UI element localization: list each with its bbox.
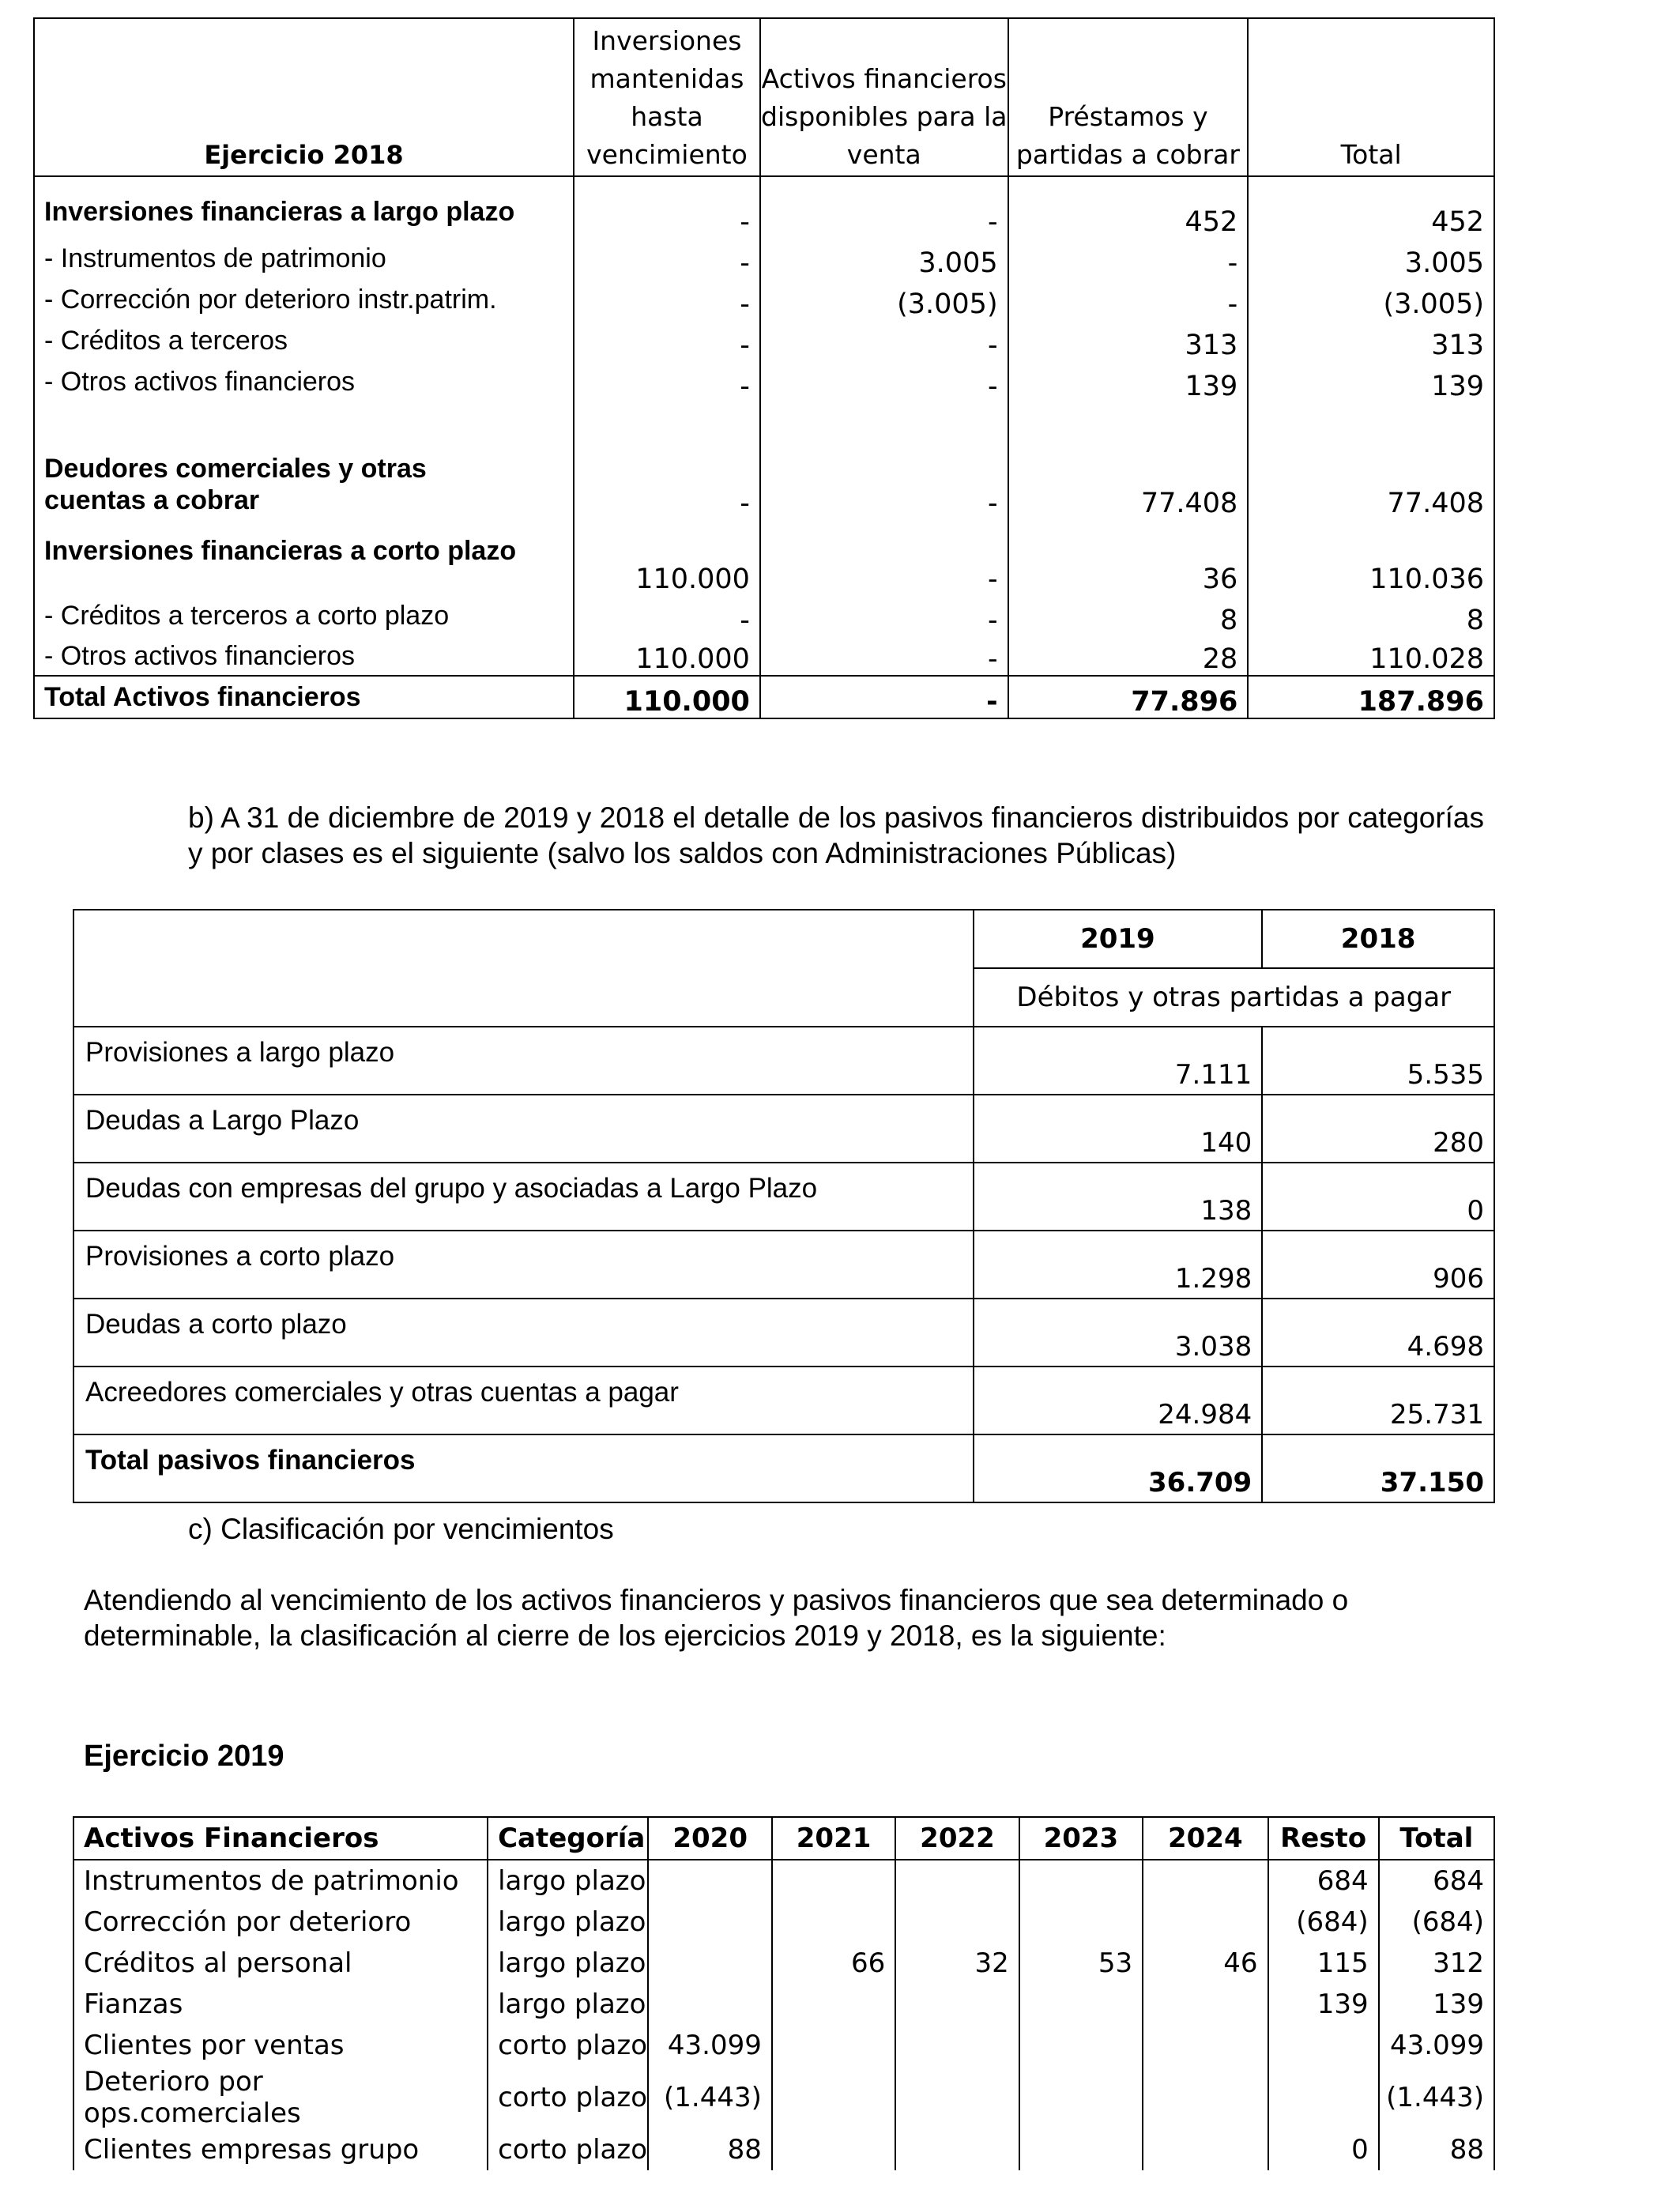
table-row xyxy=(34,176,1494,238)
cell xyxy=(1019,2129,1143,2170)
header-col: Activos Financieros xyxy=(73,1817,488,1860)
cell xyxy=(895,2066,1019,2129)
table-row xyxy=(73,2066,1494,2129)
table-row xyxy=(73,1231,1494,1299)
cell: (1.443) xyxy=(648,2066,771,2129)
table-row xyxy=(34,595,1494,636)
total-row xyxy=(73,1434,1494,1502)
header-col: 2020 xyxy=(648,1817,771,1860)
cell xyxy=(895,1902,1019,1943)
row-label: Inversiones financieras a corto plazo xyxy=(34,519,574,595)
cell: 43.099 xyxy=(1379,2025,1494,2066)
cell: 24.984 xyxy=(974,1367,1263,1434)
cell xyxy=(772,2025,895,2066)
table-header-row xyxy=(73,910,1494,968)
cell xyxy=(1019,1984,1143,2025)
cell: 452 xyxy=(1008,176,1249,238)
cell: - xyxy=(760,402,1008,519)
row-category: corto plazo xyxy=(488,2129,648,2170)
table-row xyxy=(34,238,1494,279)
cell: 1.298 xyxy=(974,1231,1263,1299)
table-row xyxy=(34,402,1494,519)
cell: (1.443) xyxy=(1379,2066,1494,2129)
total-label: Total pasivos financieros xyxy=(73,1434,974,1502)
cell xyxy=(1268,2066,1379,2129)
row-label: Créditos al personal xyxy=(73,1943,488,1984)
cell: 280 xyxy=(1262,1095,1494,1163)
header-col: Resto xyxy=(1268,1817,1379,1860)
row-label: - Instrumentos de patrimonio xyxy=(34,238,574,279)
row-label: Instrumentos de patrimonio xyxy=(73,1860,488,1902)
cell xyxy=(895,1860,1019,1902)
cell: (3.005) xyxy=(760,279,1008,320)
cell: (3.005) xyxy=(1248,279,1494,320)
table-row xyxy=(34,320,1494,361)
cell: 906 xyxy=(1262,1231,1494,1299)
cell: 66 xyxy=(772,1943,895,1984)
cell: 36.709 xyxy=(974,1434,1263,1502)
cell: - xyxy=(574,595,760,636)
table-row xyxy=(73,1860,1494,1902)
cell xyxy=(648,1943,771,1984)
row-label: Deudas a corto plazo xyxy=(73,1299,974,1367)
cell: 37.150 xyxy=(1262,1434,1494,1502)
cell: - xyxy=(574,361,760,402)
cell xyxy=(1143,2066,1268,2129)
cell: 7.111 xyxy=(974,1027,1263,1095)
cell: 43.099 xyxy=(648,2025,771,2066)
header-col: Inversiones mantenidas hasta vencimiento xyxy=(574,18,760,176)
cell: - xyxy=(574,402,760,519)
cell: 110.000 xyxy=(574,519,760,595)
cell: - xyxy=(760,636,1008,676)
cell xyxy=(648,1902,771,1943)
cell: - xyxy=(760,595,1008,636)
cell: 8 xyxy=(1008,595,1249,636)
cell xyxy=(1143,2025,1268,2066)
header-col: Total xyxy=(1248,18,1494,176)
cell: 452 xyxy=(1248,176,1494,238)
table-header-row xyxy=(73,1817,1494,1860)
table-activos-2018 xyxy=(33,17,1495,719)
cell xyxy=(1143,2129,1268,2170)
table-vencimientos-2019 xyxy=(73,1816,1495,2170)
cell: 139 xyxy=(1008,361,1249,402)
cell: - xyxy=(574,238,760,279)
table-row xyxy=(34,279,1494,320)
cell: 8 xyxy=(1248,595,1494,636)
cell: 77.408 xyxy=(1008,402,1249,519)
cell xyxy=(1019,1902,1143,1943)
cell xyxy=(895,1984,1019,2025)
cell: (684) xyxy=(1268,1902,1379,1943)
header-col: 2023 xyxy=(1019,1817,1143,1860)
table-row xyxy=(73,1367,1494,1434)
cell: 313 xyxy=(1008,320,1249,361)
heading-ejercicio-2019: Ejercicio 2019 xyxy=(84,1740,284,1773)
cell: 0 xyxy=(1262,1163,1494,1231)
table-row xyxy=(34,361,1494,402)
cell: 88 xyxy=(1379,2129,1494,2170)
row-label: Clientes por ventas xyxy=(73,2025,488,2066)
header-col: Préstamos y partidas a cobrar xyxy=(1008,18,1249,176)
cell: - xyxy=(574,279,760,320)
header-col: Total xyxy=(1379,1817,1494,1860)
cell: 139 xyxy=(1268,1984,1379,2025)
row-label: Provisiones a corto plazo xyxy=(73,1231,974,1299)
cell: 115 xyxy=(1268,1943,1379,1984)
cell: - xyxy=(574,320,760,361)
row-label: - Créditos a terceros xyxy=(34,320,574,361)
cell: 139 xyxy=(1379,1984,1494,2025)
table-row xyxy=(73,1943,1494,1984)
header-year: 2018 xyxy=(1262,910,1494,968)
cell: 110.036 xyxy=(1248,519,1494,595)
header-col: Activos financieros disponibles para la venta xyxy=(760,18,1008,176)
cell: 36 xyxy=(1008,519,1249,595)
cell xyxy=(1019,2025,1143,2066)
cell: 312 xyxy=(1379,1943,1494,1984)
cell: 32 xyxy=(895,1943,1019,1984)
cell xyxy=(1143,1860,1268,1902)
cell: 4.698 xyxy=(1262,1299,1494,1367)
cell: 3.005 xyxy=(1248,238,1494,279)
total-row xyxy=(34,676,1494,718)
section-c-heading: c) Clasificación por vencimientos xyxy=(188,1513,614,1545)
header-col: 2024 xyxy=(1143,1817,1268,1860)
table-body xyxy=(73,1860,1494,2170)
header-col: Categoría xyxy=(488,1817,648,1860)
row-label: - Otros activos financieros xyxy=(34,361,574,402)
row-label: Deudores comerciales y otras cuentas a cobrar xyxy=(34,402,574,519)
total-label: Total Activos financieros xyxy=(34,676,574,718)
cell: 5.535 xyxy=(1262,1027,1494,1095)
cell: 46 xyxy=(1143,1943,1268,1984)
cell: 138 xyxy=(974,1163,1263,1231)
cell: - xyxy=(760,361,1008,402)
cell xyxy=(895,2129,1019,2170)
table-row xyxy=(73,1095,1494,1163)
cell: 53 xyxy=(1019,1943,1143,1984)
cell: 3.005 xyxy=(760,238,1008,279)
row-label: Provisiones a largo plazo xyxy=(73,1027,974,1095)
cell: 110.028 xyxy=(1248,636,1494,676)
table-row xyxy=(73,1984,1494,2025)
cell: 110.000 xyxy=(574,636,760,676)
header-col: 2022 xyxy=(895,1817,1019,1860)
header-ejercicio: Ejercicio 2018 xyxy=(34,18,574,176)
table-row xyxy=(73,1902,1494,1943)
cell xyxy=(1268,2025,1379,2066)
cell: 140 xyxy=(974,1095,1263,1163)
paragraph-vencimientos: Atendiendo al vencimiento de los activos financieros y pasivos financieros que sea determinado o determinable, la clasificación al cierre de los ejercicios 2019 y 2018, es la siguiente: xyxy=(84,1584,1349,1652)
cell xyxy=(1019,1860,1143,1902)
cell xyxy=(772,1860,895,1902)
cell: 77.896 xyxy=(1008,676,1249,718)
cell: 88 xyxy=(648,2129,771,2170)
row-category: corto plazo xyxy=(488,2066,648,2129)
row-label: Corrección por deterioro xyxy=(73,1902,488,1943)
cell: - xyxy=(760,676,1008,718)
cell: 313 xyxy=(1248,320,1494,361)
row-category: largo plazo xyxy=(488,1943,648,1984)
cell: - xyxy=(574,176,760,238)
row-category: largo plazo xyxy=(488,1860,648,1902)
row-label: Inversiones financieras a largo plazo xyxy=(34,176,574,238)
cell: 139 xyxy=(1248,361,1494,402)
cell xyxy=(895,2025,1019,2066)
cell: - xyxy=(760,320,1008,361)
row-label: - Créditos a terceros a corto plazo xyxy=(34,595,574,636)
row-label: - Otros activos financieros xyxy=(34,636,574,676)
cell: - xyxy=(1008,238,1249,279)
cell: 25.731 xyxy=(1262,1367,1494,1434)
header-col: 2021 xyxy=(772,1817,895,1860)
cell xyxy=(772,2129,895,2170)
table-row xyxy=(73,1299,1494,1367)
table-pasivos xyxy=(73,909,1495,1503)
cell xyxy=(772,1902,895,1943)
row-label: Acreedores comerciales y otras cuentas a pagar xyxy=(73,1367,974,1434)
header-empty xyxy=(73,910,974,1027)
row-category: largo plazo xyxy=(488,1984,648,2025)
cell xyxy=(1143,1902,1268,1943)
row-label: - Corrección por deterioro instr.patrim. xyxy=(34,279,574,320)
table-row xyxy=(34,636,1494,676)
row-label: Fianzas xyxy=(73,1984,488,2025)
table-row xyxy=(73,2025,1494,2066)
row-category: corto plazo xyxy=(488,2025,648,2066)
cell: 28 xyxy=(1008,636,1249,676)
row-category: largo plazo xyxy=(488,1902,648,1943)
cell: 684 xyxy=(1379,1860,1494,1902)
cell: 77.408 xyxy=(1248,402,1494,519)
cell: 110.000 xyxy=(574,676,760,718)
cell xyxy=(648,1984,771,2025)
cell: - xyxy=(760,176,1008,238)
table-row xyxy=(73,2129,1494,2170)
cell: 3.038 xyxy=(974,1299,1263,1367)
row-label: Deudas con empresas del grupo y asociadas a Largo Plazo xyxy=(73,1163,974,1231)
row-label: Deterioro por ops.comerciales xyxy=(73,2066,488,2129)
table-row xyxy=(34,519,1494,595)
cell xyxy=(772,2066,895,2129)
table-row xyxy=(73,1027,1494,1095)
table-header-row xyxy=(34,18,1494,176)
cell xyxy=(648,1860,771,1902)
cell: (684) xyxy=(1379,1902,1494,1943)
cell: - xyxy=(760,519,1008,595)
cell: 684 xyxy=(1268,1860,1379,1902)
header-year: 2019 xyxy=(974,910,1263,968)
cell: 0 xyxy=(1268,2129,1379,2170)
cell: - xyxy=(1008,279,1249,320)
header-debitos: Débitos y otras partidas a pagar xyxy=(974,968,1494,1027)
cell xyxy=(772,1984,895,2025)
table-row xyxy=(73,1163,1494,1231)
row-label: Clientes empresas grupo xyxy=(73,2129,488,2170)
cell: 187.896 xyxy=(1248,676,1494,718)
row-label: Deudas a Largo Plazo xyxy=(73,1095,974,1163)
paragraph-b: b) A 31 de diciembre de 2019 y 2018 el detalle de los pasivos financieros distribuidos por categorías y por clases es el siguiente (salvo los saldos con Administraciones Públicas) xyxy=(188,801,1484,869)
cell xyxy=(1143,1984,1268,2025)
cell xyxy=(1019,2066,1143,2129)
